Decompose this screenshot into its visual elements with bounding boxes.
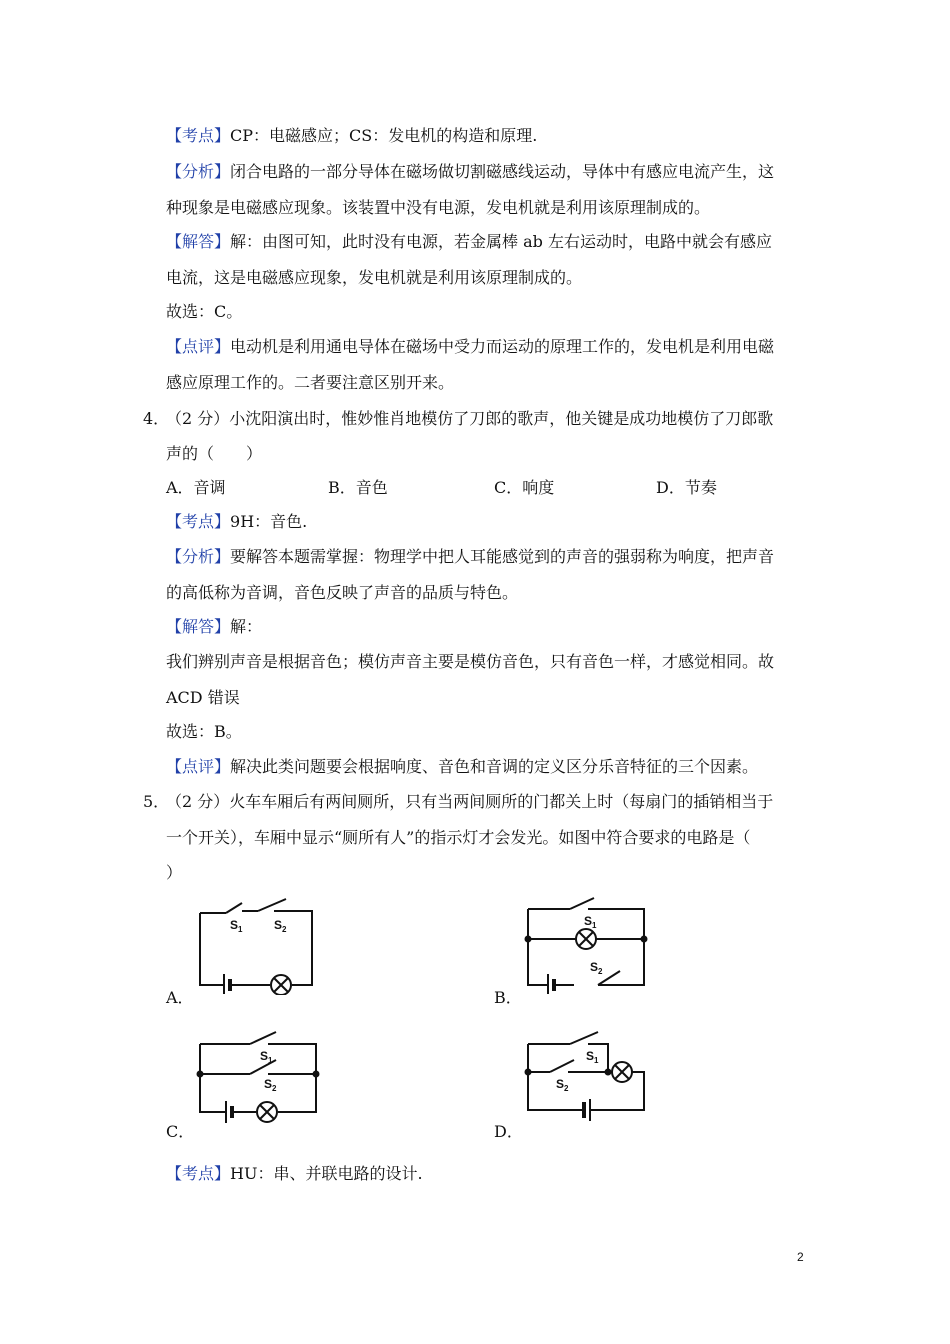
- q3-dianping: 【点评】电动机是利用通电导体在磁场中受力而运动的原理工作的，发电机是利用电磁: [166, 337, 775, 356]
- q4-dianping: 【点评】解决此类问题要会根据响度、音色和音调的定义区分乐音特征的三个因素。: [166, 757, 759, 776]
- q4-option-d: D．节奏: [656, 478, 717, 497]
- q4-option-b: B．音色: [328, 478, 388, 497]
- label-s2: $S_2$: [556, 1077, 569, 1093]
- q3-fenxi-cont: 种现象是电磁感应现象。该装置中没有电源，发电机就是利用该原理制成的。: [166, 198, 711, 217]
- q5-option-d: D．: [494, 1122, 523, 1141]
- q5-option-a: A．: [166, 988, 194, 1007]
- q4-stem: （2 分）小沈阳演出时，惟妙惟肖地模仿了刀郎的歌声，他关键是成功地模仿了刀郎歌: [166, 409, 774, 428]
- q4-option-a: A．音调: [166, 478, 226, 497]
- q4-option-c: C．响度: [494, 478, 555, 497]
- q3-fenxi: 【分析】闭合电路的一部分导体在磁场做切割磁感线运动，导体中有感应电流产生，这: [166, 162, 775, 181]
- switch-s1-lever: [226, 903, 242, 913]
- switch-s1-lever: [570, 1032, 598, 1044]
- label-s2: $S_2$: [264, 1077, 277, 1093]
- q4-answer: 故选：B。: [166, 722, 242, 741]
- label-s1: $S_1$: [230, 918, 243, 934]
- label-s2: $S_2$: [590, 960, 603, 976]
- q5-stem: （2 分）火车车厢后有两间厕所，只有当两间厕所的门都关上时（每扇门的插销相当于: [166, 792, 774, 811]
- q4-stem-cont: 声的（ ）: [166, 444, 263, 463]
- q3-answer: 故选：C。: [166, 302, 243, 321]
- lamp-icon: [576, 929, 596, 949]
- switch-s2-lever: [258, 899, 286, 911]
- q5-option-c: C．: [166, 1122, 195, 1141]
- circuit-b: [522, 895, 652, 995]
- q4-kaodian: 【考点】9H：音色.: [166, 512, 308, 531]
- label-s1: $S_1$: [260, 1049, 273, 1065]
- q5-stem-cont: 一个开关），车厢中显示“厕所有人”的指示灯才会发光。如图中符合要求的电路是（: [166, 828, 751, 847]
- label-s1: $S_1$: [586, 1049, 599, 1065]
- circuit-c: [190, 1030, 325, 1130]
- q5-kaodian: 【考点】HU：串、并联电路的设计.: [166, 1164, 423, 1183]
- label-s2: $S_2$: [274, 918, 287, 934]
- q3-dianping-cont: 感应原理工作的。二者要注意区别开来。: [166, 373, 455, 392]
- switch-s1-lever: [250, 1032, 276, 1044]
- q4-jieda-line2: ACD 错误: [166, 688, 240, 707]
- q5-number: 5．: [143, 792, 170, 811]
- q4-jieda-line1: 我们辨别声音是根据音色；模仿声音主要是模仿音色，只有音色一样，才感觉相同。故: [166, 652, 775, 671]
- circuit-a: [190, 895, 320, 995]
- lamp-icon: [612, 1062, 632, 1082]
- lamp-icon: [271, 975, 291, 995]
- lamp-icon: [257, 1102, 277, 1122]
- switch-s1-lever: [570, 898, 594, 909]
- q4-number: 4．: [143, 409, 170, 428]
- switch-s2-lever: [550, 1060, 574, 1072]
- label-s1: $S_1$: [584, 914, 597, 930]
- q3-jieda: 【解答】解：由图可知，此时没有电源，若金属棒 ab 左右运动时，电路中就会有感应: [166, 232, 772, 251]
- q4-jieda: 【解答】解：: [166, 617, 263, 636]
- q5-option-b: B．: [494, 988, 522, 1007]
- page-number: 2: [797, 1250, 804, 1264]
- q3-jieda-cont: 电流，这是电磁感应现象，发电机就是利用该原理制成的。: [166, 268, 583, 287]
- q5-stem-end: ）: [166, 863, 183, 882]
- circuit-d: [522, 1030, 652, 1130]
- q3-kaodian: 【考点】CP：电磁感应；CS：发电机的构造和原理.: [166, 126, 538, 145]
- q4-fenxi: 【分析】要解答本题需掌握：物理学中把人耳能感觉到的声音的强弱称为响度，把声音: [166, 547, 775, 566]
- q4-fenxi-cont: 的高低称为音调，音色反映了声音的品质与特色。: [166, 583, 519, 602]
